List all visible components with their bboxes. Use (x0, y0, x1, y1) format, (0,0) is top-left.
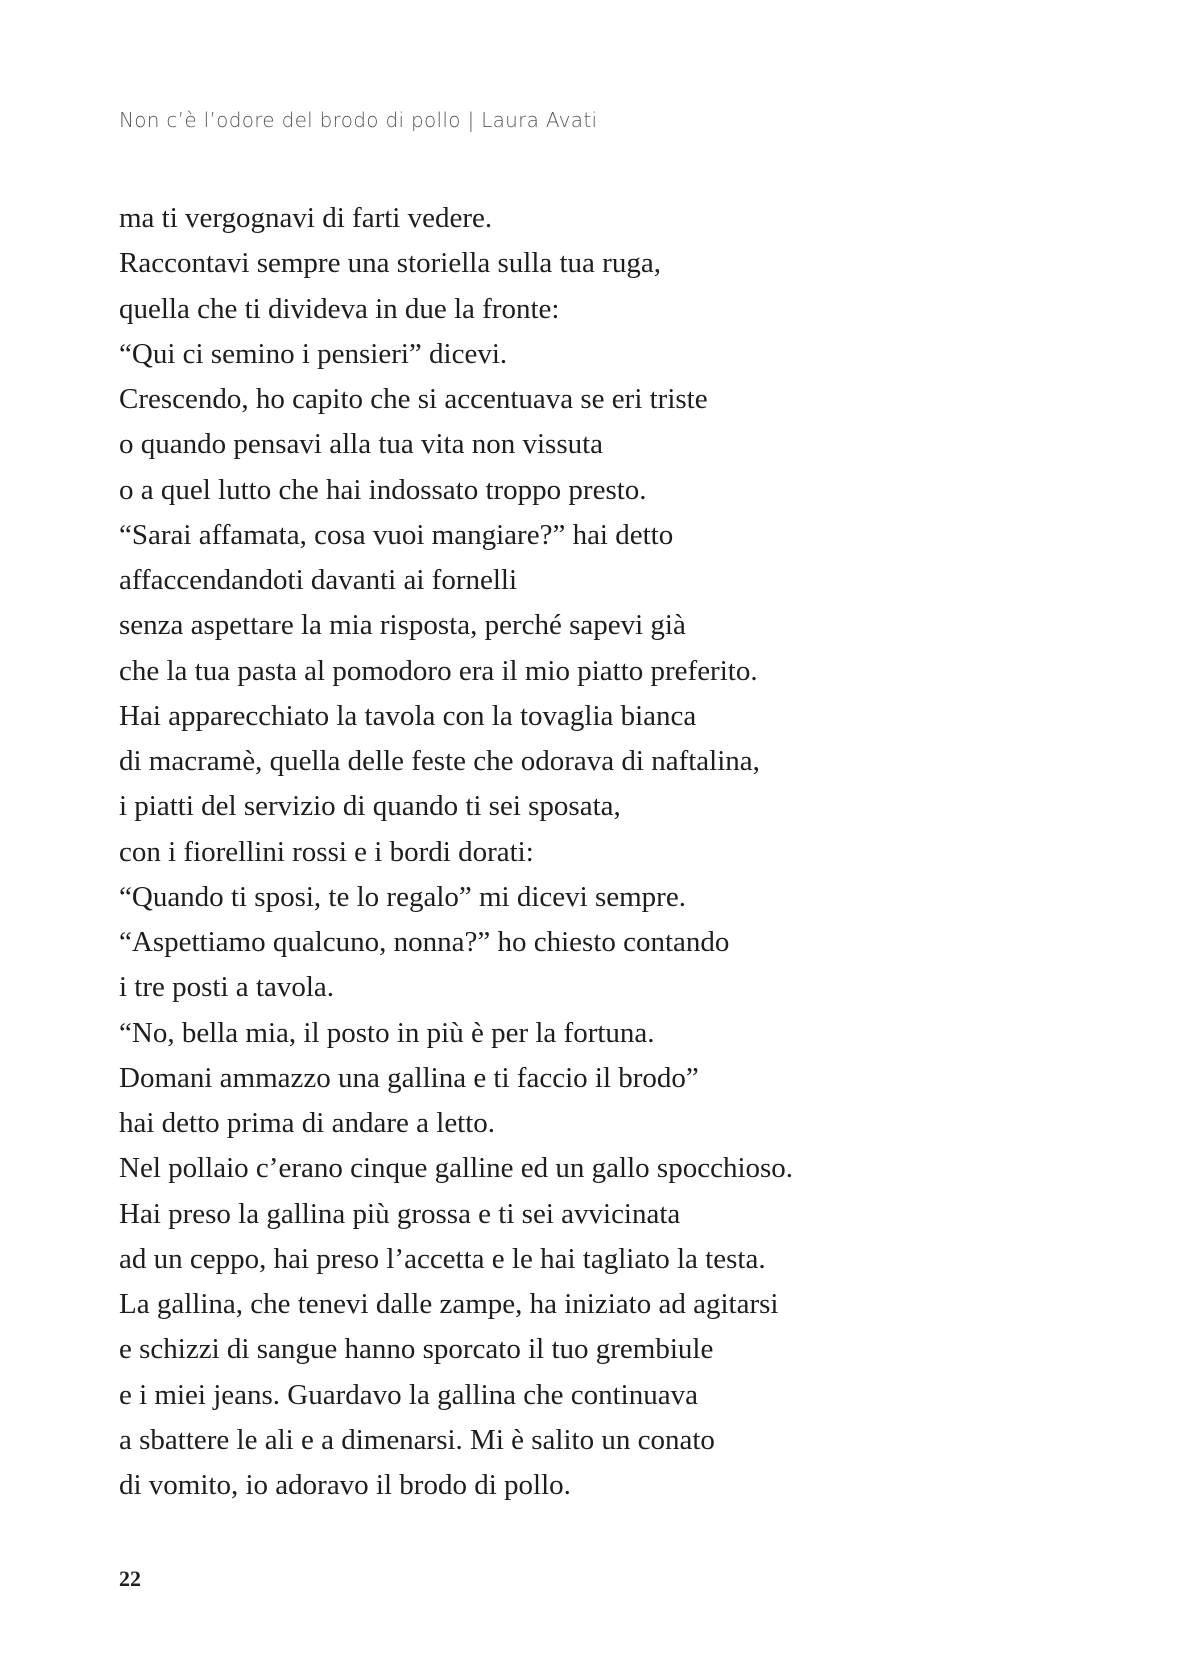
poem-line: a sbattere le ali e a dimenarsi. Mi è salito un conato (119, 1423, 715, 1456)
poem-line: “No, bella mia, il posto in più è per la fortuna. (119, 1016, 655, 1049)
poem-line: o quando pensavi alla tua vita non vissuta (119, 428, 604, 461)
poem-line: Hai apparecchiato la tavola con la tovaglia bianca (119, 699, 697, 732)
poem-line: senza aspettare la mia risposta, perché sapevi già (119, 609, 686, 642)
poem-line: affaccendandoti davanti ai fornelli (119, 564, 518, 596)
poem-line: “Quando ti sposi, te lo regalo” mi dicevi sempre. (119, 880, 686, 913)
running-header: Non c’è l’odore del brodo di pollo | Laura Avati (119, 108, 598, 132)
poem-line: “Aspettiamo qualcuno, nonna?” ho chiesto contando (119, 926, 730, 958)
poem-body (119, 196, 1079, 1508)
poem-line: i piatti del servizio di quando ti sei sposata, (119, 790, 621, 823)
poem-line: Nel pollaio c’erano cinque galline ed un gallo spocchioso. (119, 1152, 794, 1185)
poem-line: Raccontavi sempre una storiella sulla tua ruga, (119, 247, 661, 280)
poem-line: e i miei jeans. Guardavo la gallina che continuava (119, 1378, 698, 1411)
poem-line: Domani ammazzo una gallina e ti faccio il brodo” (119, 1061, 699, 1094)
poem-line: di macramè, quella delle feste che odorava di naftalina, (119, 745, 760, 777)
poem-line: o a quel lutto che hai indossato troppo presto. (119, 473, 647, 506)
poem-line: hai detto prima di andare a letto. (119, 1107, 496, 1139)
poem-line: quella che ti divideva in due la fronte: (119, 292, 560, 325)
poem-line: di vomito, io adoravo il brodo di pollo. (119, 1469, 571, 1501)
page-number: 22 (119, 1566, 141, 1591)
poem-line: con i fiorellini rossi e i bordi dorati: (119, 835, 534, 868)
poem-line: che la tua pasta al pomodoro era il mio piatto preferito. (119, 654, 758, 687)
poem-line: La gallina, che tenevi dalle zampe, ha iniziato ad agitarsi (119, 1288, 779, 1320)
poem-line: e schizzi di sangue hanno sporcato il tuo grembiule (119, 1333, 714, 1366)
poem-line: i tre posti a tavola. (119, 971, 335, 1004)
poem-line: Crescendo, ho capito che si accentuava se eri triste (119, 383, 708, 415)
poem-line: ma ti vergognavi di farti vedere. (119, 202, 493, 234)
poem-line: “Qui ci semino i pensieri” dicevi. (119, 337, 508, 370)
poem-line: “Sarai affamata, cosa vuoi mangiare?” hai detto (119, 518, 674, 551)
poem-line: ad un ceppo, hai preso l’accetta e le hai tagliato la testa. (119, 1242, 766, 1275)
poem-line: Hai preso la gallina più grossa e ti sei avvicinata (119, 1197, 681, 1230)
